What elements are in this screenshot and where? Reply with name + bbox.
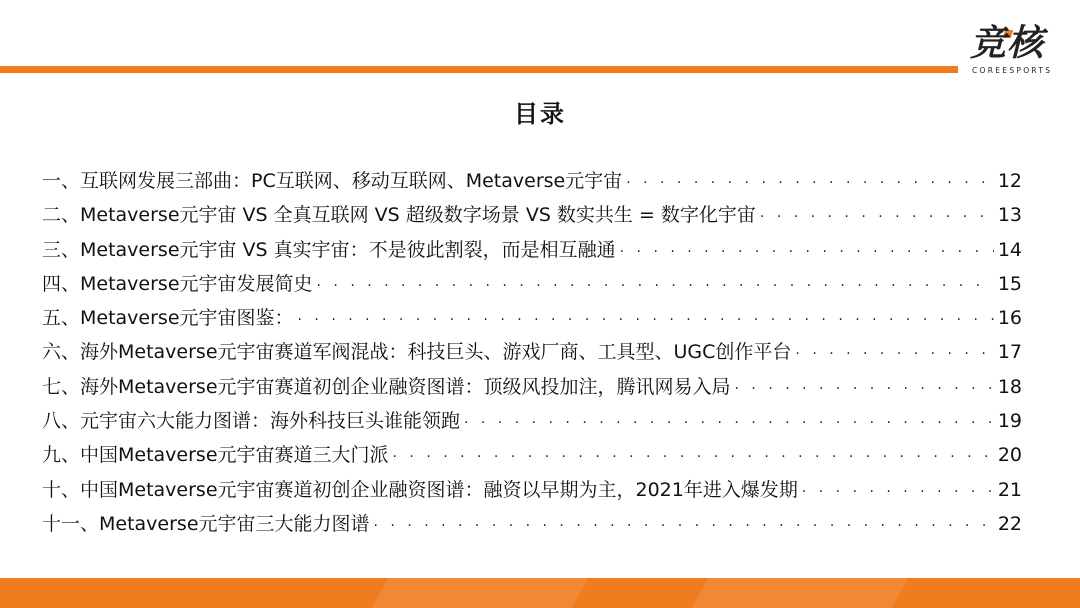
toc-entry-title: 六、海外Metaverse元宇宙赛道军阀混战：科技巨头、游戏厂商、工具型、UGC创作平台	[42, 341, 792, 364]
toc-entry[interactable]	[42, 406, 1022, 440]
toc-entry-title: 三、Metaverse元宇宙 VS 真实宇宙：不是彼此割裂，而是相互融通	[42, 238, 616, 261]
toc-page-number: 12	[997, 170, 1022, 192]
footer-stripe	[691, 578, 908, 608]
page-title: 目录	[514, 100, 566, 128]
logo-text: 竞核	[970, 23, 1045, 64]
toc-entry[interactable]	[42, 235, 1022, 269]
toc-dot-leader	[374, 518, 994, 534]
toc-dot-leader	[795, 346, 993, 362]
toc-entry[interactable]	[42, 269, 1022, 303]
toc-page-number: 15	[997, 272, 1022, 295]
toc-dot-leader	[760, 209, 994, 225]
logo-subtext: COREESPORTS	[972, 66, 1053, 75]
toc-entry-title: 九、中国Metaverse元宇宙赛道三大门派	[42, 444, 389, 467]
table-of-contents	[42, 166, 1022, 543]
toc-dot-leader	[298, 312, 994, 328]
toc-page-number: 14	[997, 238, 1022, 261]
toc-entry[interactable]	[42, 440, 1022, 474]
toc-page-number: 21	[997, 478, 1022, 501]
toc-entry[interactable]	[42, 475, 1022, 509]
toc-dot-leader	[317, 278, 994, 294]
toc-page-number: 13	[997, 204, 1022, 227]
toc-entry[interactable]	[42, 337, 1022, 371]
toc-entry[interactable]	[42, 303, 1022, 337]
header-accent-bar	[0, 66, 958, 73]
toc-entry-title: 四、Metaverse元宇宙发展简史	[42, 272, 313, 295]
toc-dot-leader	[464, 415, 994, 431]
toc-dot-leader	[626, 175, 994, 191]
toc-page-number: 19	[997, 410, 1022, 433]
toc-entry-title: 十、中国Metaverse元宇宙赛道初创企业融资图谱：融资以早期为主，2021年进入爆发期	[42, 478, 798, 501]
toc-entry-title: 五、Metaverse元宇宙图鉴：	[42, 307, 294, 330]
toc-entry-title: 七、海外Metaverse元宇宙赛道初创企业融资图谱：顶级风投加注，腾讯网易入局	[42, 375, 731, 398]
toc-entry[interactable]	[42, 509, 1022, 543]
toc-dot-leader	[620, 244, 994, 260]
toc-entry-title: 二、Metaverse元宇宙 VS 全真互联网 VS 超级数字场景 VS 数实共生 = 数字化宇宙	[42, 204, 756, 227]
toc-entry-title: 八、元宇宙六大能力图谱：海外科技巨头谁能领跑	[42, 410, 461, 433]
toc-dot-leader	[802, 484, 994, 500]
toc-page-number: 22	[997, 512, 1022, 535]
toc-entry[interactable]	[42, 166, 1022, 200]
toc-entry[interactable]	[42, 200, 1022, 234]
toc-page-number: 20	[997, 444, 1022, 467]
footer-stripe	[371, 578, 588, 608]
footer-accent-bar	[0, 578, 1080, 608]
toc-entry[interactable]	[42, 372, 1022, 406]
toc-dot-leader	[735, 381, 994, 397]
brand-logo	[968, 22, 1068, 78]
toc-page-number: 16	[997, 307, 1022, 330]
toc-dot-leader	[393, 449, 994, 465]
toc-entry-title: 十一、Metaverse元宇宙三大能力图谱	[42, 512, 370, 535]
toc-page-number: 17	[997, 341, 1022, 364]
toc-page-number: 18	[997, 375, 1022, 398]
toc-entry-title: 一、互联网发展三部曲：PC互联网、移动互联网、Metaverse元宇宙	[42, 170, 623, 192]
